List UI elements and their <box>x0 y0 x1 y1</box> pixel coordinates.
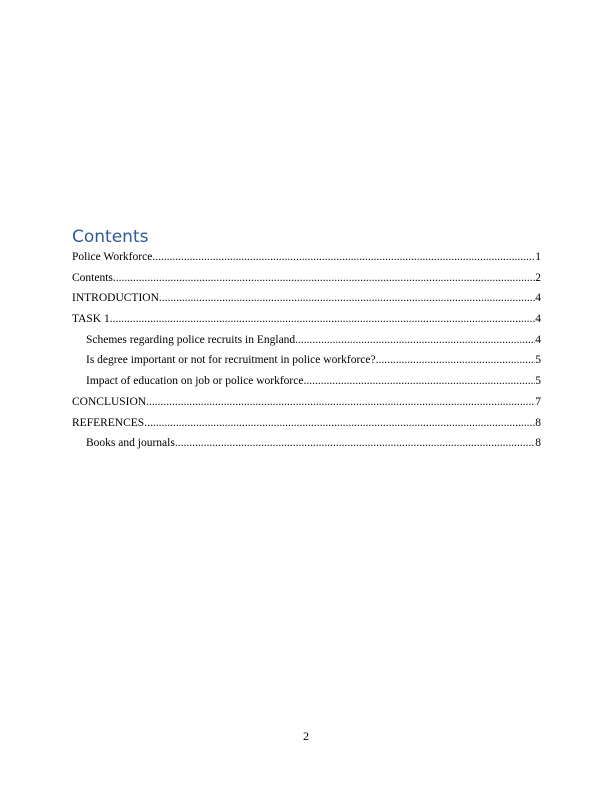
toc-dot-leader <box>175 433 535 454</box>
toc-entry-title: CONCLUSION <box>72 395 147 408</box>
toc-dot-leader <box>376 350 536 371</box>
toc-entry-title: Contents <box>72 271 113 284</box>
toc-entry-page: 4 <box>535 313 541 326</box>
toc-entry-references[interactable] <box>72 413 541 434</box>
toc-entry-page: 7 <box>535 395 541 408</box>
toc-dot-leader <box>295 330 535 351</box>
toc-entry-page: 5 <box>535 375 541 388</box>
table-of-contents <box>72 247 541 454</box>
toc-entry-task-1[interactable] <box>72 309 541 330</box>
toc-heading: Contents <box>72 227 149 247</box>
toc-entry-title: TASK 1 <box>72 313 110 326</box>
toc-entry-books-and-journals[interactable] <box>72 433 541 454</box>
toc-dot-leader <box>113 268 535 289</box>
toc-dot-leader <box>110 309 536 330</box>
toc-entry-title: Police Workforce <box>72 251 153 263</box>
toc-dot-leader <box>303 371 535 392</box>
toc-entry-schemes-police-recruits[interactable] <box>72 330 541 351</box>
toc-entry-impact-of-education[interactable] <box>72 371 541 392</box>
toc-dot-leader <box>159 288 535 309</box>
page-number: 2 <box>303 729 309 743</box>
toc-entry-conclusion[interactable] <box>72 392 541 413</box>
toc-entry-title: Schemes regarding police recruits in England <box>86 333 296 346</box>
toc-entry-degree-importance[interactable] <box>72 350 541 371</box>
toc-entry-title: Impact of education on job or police workforce <box>86 375 304 388</box>
toc-entry-page: 2 <box>535 271 541 284</box>
toc-entry-page: 8 <box>535 437 541 450</box>
toc-entry-page: 5 <box>535 354 541 367</box>
toc-entry-page: 4 <box>535 292 541 305</box>
toc-entry-title: Is degree important or not for recruitment in police workforce? <box>86 354 376 367</box>
toc-entry-police-workforce[interactable] <box>72 247 541 268</box>
toc-entry-title: INTRODUCTION <box>72 292 159 305</box>
toc-entry-introduction[interactable] <box>72 288 541 309</box>
toc-entry-page: 1 <box>535 251 541 263</box>
toc-entry-title: Books and journals <box>86 437 175 450</box>
toc-dot-leader <box>144 413 535 434</box>
toc-entry-page: 4 <box>535 333 541 346</box>
toc-entry-title: REFERENCES <box>72 416 145 429</box>
toc-dot-leader <box>146 392 535 413</box>
toc-entry-page: 8 <box>535 416 541 429</box>
toc-entry-contents[interactable] <box>72 268 541 289</box>
toc-dot-leader <box>152 247 535 268</box>
